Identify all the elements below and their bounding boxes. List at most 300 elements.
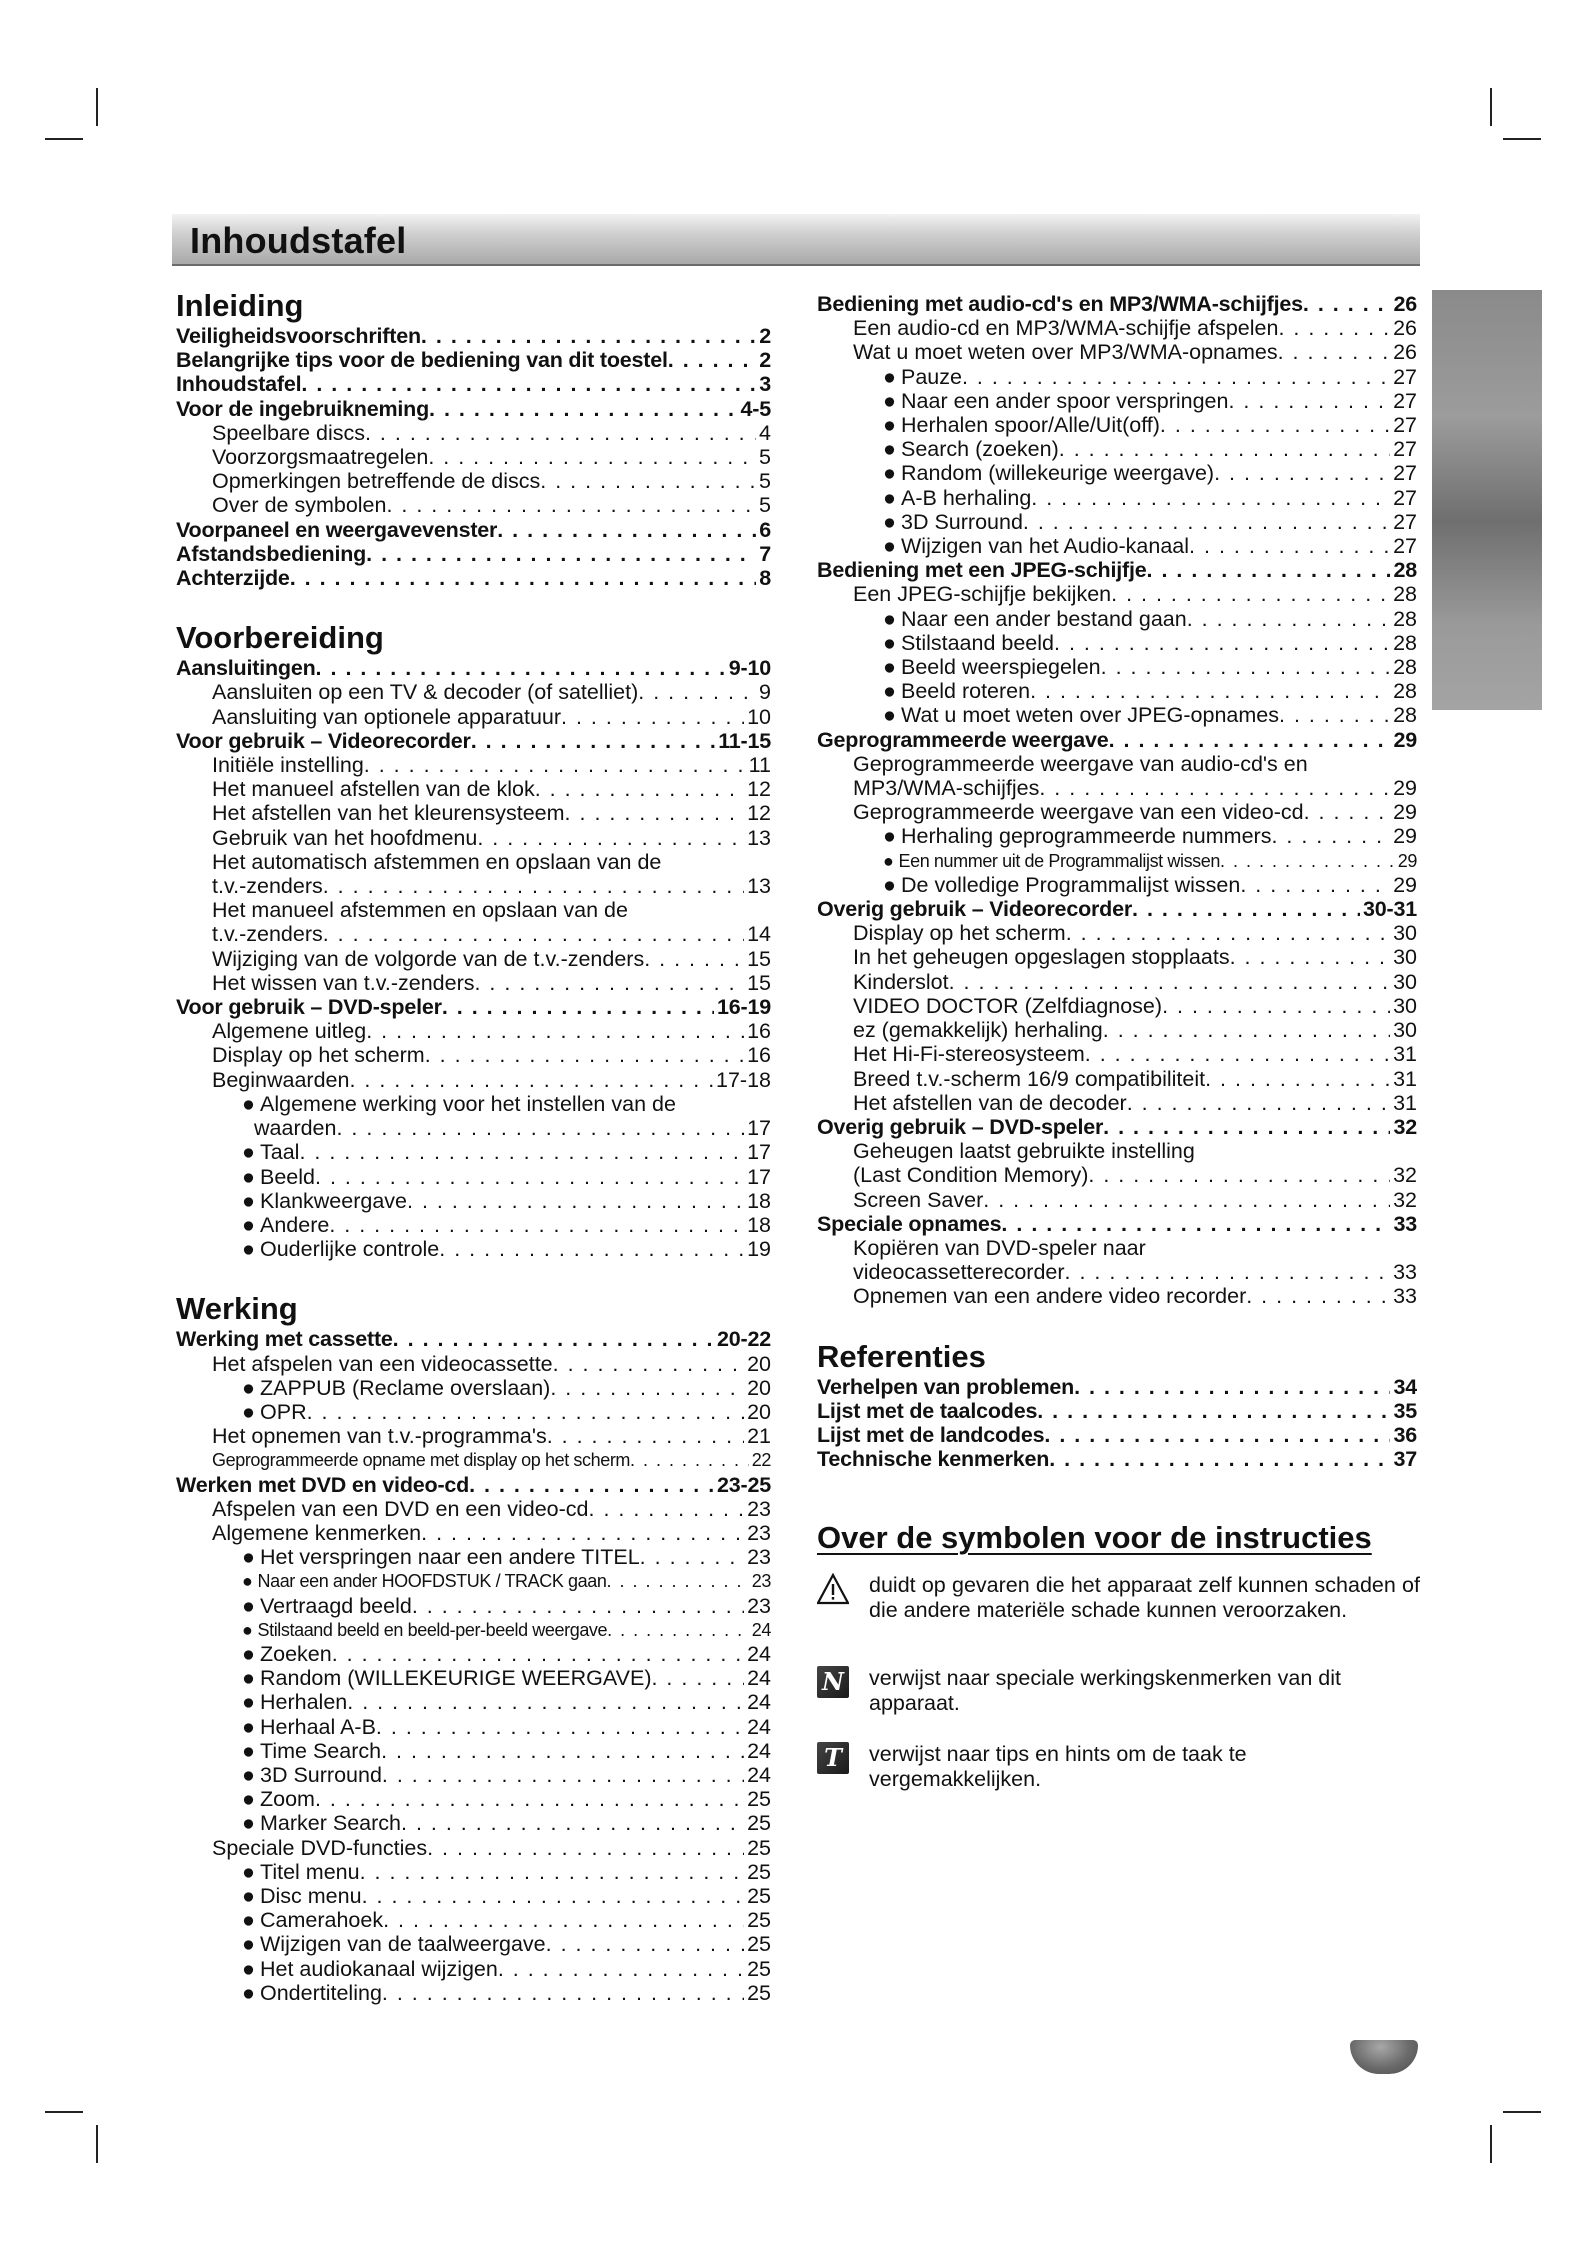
- toc-entry-label: Inhoudstafel: [176, 372, 302, 397]
- dot-leader: [439, 1237, 744, 1261]
- dot-leader: [469, 1473, 714, 1497]
- toc-entry: [176, 1019, 771, 1043]
- dot-leader: [638, 680, 756, 704]
- toc-entry-label: Lijst met de landcodes: [817, 1422, 1045, 1447]
- toc-entry-label: Beeld roteren: [901, 679, 1031, 704]
- toc-entry-label: Voorzorgsmaatregelen: [212, 445, 429, 470]
- toc-page-number: 28: [1393, 655, 1417, 680]
- dot-leader: [1147, 558, 1391, 582]
- toc-entry-label: t.v.-zenders: [212, 874, 323, 899]
- toc-entry-text: [260, 1690, 347, 1714]
- toc-page-number: 23: [747, 1545, 771, 1570]
- dot-leader: [360, 1860, 745, 1884]
- toc-entry: [176, 777, 771, 801]
- toc-entry-text: [260, 1666, 651, 1690]
- toc-section-entry: [176, 566, 771, 590]
- toc-entry-label: Afspelen van een DVD en een video-cd: [212, 1496, 589, 1521]
- dot-leader: [301, 372, 756, 396]
- toc-page-number: 5: [759, 445, 771, 470]
- toc-entry: [176, 1376, 771, 1400]
- toc-entry-text: [901, 534, 1189, 558]
- toc-page-number: 27: [1393, 413, 1417, 438]
- toc-entry-label: Andere: [260, 1212, 330, 1237]
- dot-leader: [1111, 582, 1390, 606]
- toc-page-number: 12: [747, 801, 771, 826]
- toc-page-number: 7: [759, 541, 771, 566]
- bullet-icon: ●: [242, 1140, 255, 1165]
- dot-leader: [401, 1811, 744, 1835]
- toc-entry: [176, 1957, 771, 1981]
- dot-leader: [307, 1400, 744, 1424]
- toc-entry-label: Werken met DVD en video-cd: [176, 1472, 470, 1497]
- toc-entry-label: Over de symbolen: [212, 493, 387, 518]
- toc-entry-text: [212, 1424, 547, 1448]
- bullet-icon: ●: [242, 1738, 255, 1763]
- toc-entry-text: [212, 1448, 630, 1472]
- toc-entry: [817, 849, 1417, 873]
- dot-leader: [1109, 728, 1391, 752]
- toc-entry-label: Voor de ingebruikneming: [176, 396, 430, 421]
- dot-leader: [1103, 1115, 1390, 1139]
- toc-page-number: 27: [1393, 364, 1417, 389]
- toc-page-number: 13: [747, 874, 771, 899]
- dot-leader: [546, 1932, 744, 1956]
- dot-leader: [607, 1618, 749, 1642]
- symbol-desc: verwijst naar speciale werkingskenmerken van dit apparaat.: [869, 1666, 1342, 1715]
- dot-leader: [315, 1787, 744, 1811]
- toc-entry-text: [853, 1018, 1103, 1042]
- dot-leader: [1031, 486, 1390, 510]
- dot-leader: [1220, 849, 1395, 873]
- dot-leader: [316, 656, 726, 680]
- toc-page-number: 16: [747, 1043, 771, 1068]
- toc-entry-text: [212, 705, 561, 729]
- bullet-icon: ●: [883, 509, 896, 534]
- symbol-desc: duidt op gevaren die het apparaat zelf kunnen schaden of die andere materiële schade kunnen veroorzaken.: [869, 1573, 1420, 1622]
- toc-entry-text: [853, 340, 1278, 364]
- toc-page-number: 14: [747, 922, 771, 947]
- toc-entry: [817, 921, 1417, 945]
- toc-entry-label: Afstandsbediening: [176, 541, 367, 566]
- toc-entry: [176, 1569, 771, 1593]
- bullet-icon: ●: [883, 461, 896, 486]
- toc-entry: [176, 1140, 771, 1164]
- toc-entry-text: [853, 582, 1111, 606]
- toc-entry: [176, 971, 771, 995]
- toc-page-number: 5: [759, 493, 771, 518]
- bullet-icon: ●: [242, 1641, 255, 1666]
- dot-leader: [1187, 607, 1390, 631]
- dot-leader: [1160, 413, 1390, 437]
- dot-leader: [553, 1352, 744, 1376]
- dot-leader: [962, 365, 1390, 389]
- toc-page-number: 25: [747, 1908, 771, 1933]
- toc-entry: [176, 1981, 771, 2005]
- dot-leader: [1039, 776, 1390, 800]
- toc-entry: [176, 1715, 771, 1739]
- toc-entry-label: Een JPEG-schijfje bekijken: [853, 582, 1112, 607]
- toc-page-number: 28: [1393, 703, 1417, 728]
- dot-leader: [983, 1188, 1390, 1212]
- toc-entry-continued: Geheugen laatst gebruikte instelling: [853, 1139, 1195, 1164]
- toc-entry-text: [212, 922, 323, 946]
- dot-leader: [1088, 1163, 1390, 1187]
- toc-entry-label: Screen Saver: [853, 1187, 984, 1212]
- symbol-item-warning: [817, 1573, 1420, 1622]
- dot-leader: [383, 1908, 744, 1932]
- toc-entry-text: [212, 1521, 421, 1545]
- toc-page-number: 18: [747, 1188, 771, 1213]
- toc-entry-label: Marker Search: [260, 1811, 401, 1836]
- toc-entry-label: waarden: [254, 1116, 337, 1141]
- toc-page-number: 25: [747, 1956, 771, 1981]
- dot-leader: [412, 1594, 744, 1618]
- toc-entry-label: Werking met cassette: [176, 1327, 393, 1352]
- dot-leader: [1279, 703, 1390, 727]
- toc-entry: [817, 340, 1417, 364]
- dot-leader: [336, 1116, 744, 1140]
- toc-page-number: 29: [1393, 824, 1417, 849]
- toc-entry-text: [176, 372, 301, 396]
- toc-page-number: 27: [1393, 485, 1417, 510]
- toc-entry: [176, 445, 771, 469]
- dot-leader: [323, 922, 744, 946]
- toc-entry-text: [260, 1739, 381, 1763]
- toc-page-number: 32: [1393, 1114, 1417, 1139]
- bullet-icon: ●: [883, 485, 896, 510]
- dot-leader: [1059, 437, 1390, 461]
- bullet-icon: ●: [242, 1399, 255, 1424]
- dot-leader: [477, 826, 744, 850]
- toc-entry: [176, 1811, 771, 1835]
- toc-entry-text: [853, 776, 1039, 800]
- toc-entry: [817, 582, 1417, 606]
- toc-page-number: 23: [751, 1571, 771, 1592]
- dot-leader: [386, 493, 756, 517]
- dot-leader: [589, 1497, 745, 1521]
- toc-entry: [176, 1068, 771, 1092]
- toc-entry: [176, 1836, 771, 1860]
- symbol-item-note: [817, 1666, 1420, 1715]
- dot-leader: [1304, 800, 1391, 824]
- warning-triangle-icon: [817, 1573, 849, 1605]
- toc-entry-text: [176, 729, 471, 753]
- dot-leader: [471, 729, 715, 753]
- toc-entry-text: [853, 921, 1066, 945]
- toc-entry-text: [260, 1165, 315, 1189]
- dot-leader: [349, 1068, 713, 1092]
- toc-page-number: 8: [759, 566, 771, 591]
- page-title: Inhoudstafel: [190, 220, 407, 261]
- toc-entry-label: Technische kenmerken: [817, 1447, 1050, 1472]
- toc-entry-label: Het opnemen van t.v.-programma's: [212, 1424, 547, 1449]
- toc-entry-label: OPR: [260, 1399, 307, 1424]
- toc-entry-text: Algemene werking voor het instellen van de: [260, 1091, 676, 1116]
- toc-entry: [817, 1260, 1417, 1284]
- toc-page-number: 28: [1393, 558, 1417, 583]
- toc-entry-label: Gebruik van het hoofdmenu: [212, 825, 478, 850]
- toc-page-number: 33: [1393, 1211, 1417, 1236]
- toc-entry-label: Speciale opnames: [817, 1211, 1002, 1236]
- toc-entry-label: Ouderlijke controle: [260, 1237, 440, 1262]
- toc-page-number: 20: [747, 1399, 771, 1424]
- symbols-heading: Over de symbolen voor de instructies: [817, 1520, 1372, 1555]
- dot-leader: [668, 348, 756, 372]
- toc-entry-text: [817, 1212, 1001, 1236]
- toc-page-number: 20: [747, 1375, 771, 1400]
- toc-entry: [817, 873, 1417, 897]
- toc-page-number: 27: [1393, 461, 1417, 486]
- toc-entry-text: [901, 607, 1187, 631]
- toc-page-number: 21: [747, 1424, 771, 1449]
- section-heading: Inleiding: [176, 288, 304, 323]
- toc-page-number: 28: [1393, 679, 1417, 704]
- page-number-tab: [1350, 2040, 1418, 2074]
- toc-page-number: 11-15: [718, 728, 771, 753]
- toc-page-number: 37: [1393, 1447, 1417, 1472]
- dot-leader: [1189, 534, 1390, 558]
- toc-page-number: 24: [747, 1641, 771, 1666]
- toc-entry-text: [212, 826, 477, 850]
- toc-entry-text: [817, 292, 1303, 316]
- toc-entry-label: MP3/WMA-schijfjes: [853, 776, 1040, 801]
- toc-page-number: 19: [747, 1237, 771, 1262]
- dot-leader: [1037, 1399, 1390, 1423]
- toc-entry-text: [260, 1140, 299, 1164]
- toc-entry-text: [212, 421, 365, 445]
- toc-page-number: 18: [747, 1212, 771, 1237]
- dot-leader: [547, 1424, 744, 1448]
- toc-page-number: 9-10: [728, 656, 771, 681]
- toc-entry-label: Wat u moet weten over MP3/WMA-opnames: [853, 340, 1278, 365]
- toc-page-number: 28: [1393, 630, 1417, 655]
- bullet-icon: ●: [242, 1690, 255, 1715]
- toc-page-number: 31: [1393, 1066, 1417, 1091]
- toc-entry-text: [901, 461, 1214, 485]
- toc-entry: [817, 1188, 1417, 1212]
- toc-entry-label: videocassetterecorder: [853, 1260, 1065, 1285]
- dot-leader: [429, 397, 737, 421]
- toc-section-entry: [176, 729, 771, 753]
- section-heading: Referenties: [817, 1338, 986, 1374]
- toc-entry-label: Bediening met audio-cd's en MP3/WMA-schijfjes: [817, 292, 1303, 316]
- dot-leader: [497, 518, 756, 542]
- toc-entry-text: [176, 348, 668, 372]
- dot-leader: [1240, 873, 1390, 897]
- toc-entry-label: Naar een ander spoor verspringen: [901, 388, 1229, 413]
- crop-mark: [1503, 138, 1541, 140]
- toc-entry: [176, 680, 771, 704]
- toc-page-number: 24: [751, 1619, 771, 1640]
- toc-page-number: 12: [747, 777, 771, 802]
- toc-entry: [817, 486, 1417, 510]
- toc-entry-label: Beginwaarden: [212, 1067, 350, 1092]
- toc-entry-label: Display op het scherm: [212, 1043, 425, 1068]
- bullet-icon: ●: [242, 1883, 255, 1908]
- toc-entry: [176, 1165, 771, 1189]
- toc-page-number: 33: [1393, 1260, 1417, 1285]
- toc-section-entry: [176, 348, 771, 372]
- toc-entry-text: [853, 994, 1162, 1018]
- toc-section-entry: [176, 656, 771, 680]
- dot-leader: [421, 1521, 744, 1545]
- toc-page-number: 20: [747, 1351, 771, 1376]
- toc-entry-text: [212, 1497, 589, 1521]
- toc-entry-text: [212, 947, 644, 971]
- dot-leader: [362, 1884, 745, 1908]
- toc-entry: [176, 421, 771, 445]
- toc-entry-text: [176, 518, 497, 542]
- dot-leader: [565, 801, 745, 825]
- crop-mark: [45, 2111, 83, 2113]
- toc-entry: [176, 1116, 771, 1140]
- toc-entry-text: [212, 1019, 366, 1043]
- toc-page-number: 17: [747, 1116, 771, 1141]
- toc-entry-text: [817, 558, 1147, 582]
- dot-leader: [498, 1957, 744, 1981]
- dot-leader: [382, 1981, 744, 2005]
- toc-page-number: 10: [747, 704, 771, 729]
- toc-entry-label: Beeld weerspiegelen: [901, 655, 1101, 680]
- toc-entry-text: [212, 1043, 425, 1067]
- toc-entry-text: [260, 1715, 376, 1739]
- toc-entry-text: [212, 1836, 427, 1860]
- toc-page-number: 26: [1393, 316, 1417, 341]
- toc-entry-label: Geprogrammeerde weergave van een video-cd: [853, 800, 1304, 825]
- toc-entry-label: Herhaling geprogrammeerde nummers: [901, 824, 1272, 849]
- bullet-icon: ●: [242, 1375, 255, 1400]
- toc-page-number: 30: [1393, 921, 1417, 946]
- section-heading: Voorbereiding: [176, 620, 384, 656]
- toc-page-number: 13: [747, 825, 771, 850]
- toc-entry-text: [260, 1189, 407, 1213]
- toc-entry: [176, 1690, 771, 1714]
- toc-entry-text: [853, 1260, 1065, 1284]
- toc-page-number: 24: [747, 1762, 771, 1787]
- toc-entry: [817, 1091, 1417, 1115]
- toc-entry: [817, 655, 1417, 679]
- bullet-icon: ●: [883, 850, 894, 871]
- bullet-icon: ●: [242, 1859, 255, 1884]
- bullet-icon: ●: [242, 1619, 253, 1640]
- toc-entry-label: Naar een ander bestand gaan: [901, 606, 1187, 631]
- toc-entry-label: Opnemen van een andere video recorder: [853, 1284, 1247, 1309]
- bullet-icon: ●: [883, 606, 896, 631]
- dot-leader: [366, 1019, 744, 1043]
- bullet-icon: ●: [242, 1762, 255, 1787]
- toc-page-number: 27: [1393, 509, 1417, 534]
- crop-mark: [1503, 2111, 1541, 2113]
- dot-leader: [376, 1715, 744, 1739]
- toc-entry: [176, 1594, 771, 1618]
- toc-entry: [176, 1521, 771, 1545]
- toc-entry-text: [176, 542, 366, 566]
- toc-entry-label: Vertraagd beeld: [260, 1593, 412, 1618]
- dot-leader: [299, 1140, 744, 1164]
- dot-leader: [1066, 921, 1390, 945]
- dot-leader: [1246, 1284, 1390, 1308]
- toc-page-number: 22: [751, 1450, 771, 1471]
- dot-leader: [1132, 897, 1360, 921]
- toc-entry-text: [853, 800, 1304, 824]
- toc-entry-text: [901, 679, 1030, 703]
- toc-page-number: 24: [747, 1666, 771, 1691]
- toc-page-number: 24: [747, 1690, 771, 1715]
- toc-entry-label: Aansluitingen: [176, 656, 316, 681]
- toc-entry: [176, 1908, 771, 1932]
- toc-entry: [817, 631, 1417, 655]
- toc-entry: [817, 1018, 1417, 1042]
- dot-leader: [428, 445, 756, 469]
- bullet-icon: ●: [883, 413, 896, 438]
- bullet-icon: ●: [242, 1593, 255, 1618]
- toc-entry-label: Achterzijde: [176, 566, 290, 591]
- toc-entry-text: [901, 631, 1054, 655]
- tip-t-glyph: T: [824, 1742, 842, 1772]
- toc-entry-label: Display op het scherm: [853, 921, 1066, 946]
- toc-entry-text: [901, 873, 1240, 897]
- toc-page-number: 23: [747, 1496, 771, 1521]
- toc-entry: [176, 1043, 771, 1067]
- toc-entry: [176, 826, 771, 850]
- dot-leader: [1271, 824, 1390, 848]
- toc-entry-text: [853, 316, 1278, 340]
- toc-entry-label: Kinderslot: [853, 969, 949, 994]
- dot-leader: [949, 970, 1390, 994]
- toc-entry-continued: Het manueel afstemmen en opslaan van de: [212, 898, 628, 923]
- toc-entry-label: Klankweergave: [260, 1188, 408, 1213]
- bullet-icon: ●: [242, 1908, 255, 1933]
- toc-entry-text: [853, 1163, 1088, 1187]
- toc-entry-text: [853, 945, 1230, 969]
- toc-entry-text: [257, 1569, 606, 1593]
- toc-entry-text: [901, 486, 1031, 510]
- toc-entry-label: Voor gebruik – DVD-speler: [176, 995, 442, 1020]
- toc-entry-text: [260, 1908, 383, 1932]
- toc-entry-label: Voorpaneel en weergavevenster: [176, 517, 498, 542]
- toc-entry-label: Naar een ander HOOFDSTUK / TRACK gaan: [257, 1571, 607, 1592]
- dot-leader: [1101, 655, 1390, 679]
- dot-leader: [1127, 1091, 1390, 1115]
- toc-page-number: 27: [1393, 437, 1417, 462]
- toc-entry: [176, 1860, 771, 1884]
- dot-leader: [1278, 316, 1390, 340]
- dot-leader: [474, 971, 744, 995]
- toc-entry-text: [853, 1042, 1085, 1066]
- toc-page-number: 32: [1393, 1163, 1417, 1188]
- crop-mark: [96, 2125, 98, 2163]
- dot-leader: [364, 753, 746, 777]
- toc-entry: [817, 1163, 1417, 1187]
- toc-entry: [176, 1213, 771, 1237]
- toc-entry: [176, 1739, 771, 1763]
- crop-mark: [96, 88, 98, 126]
- toc-entry: [176, 922, 771, 946]
- toc-entry-label: Wat u moet weten over JPEG-opnames: [901, 703, 1280, 728]
- toc-page-number: 5: [759, 469, 771, 494]
- dot-leader: [1303, 292, 1391, 316]
- note-n-icon: [817, 1666, 849, 1698]
- toc-entry: [176, 947, 771, 971]
- dot-leader: [550, 1376, 744, 1400]
- dot-leader: [1074, 1375, 1390, 1399]
- toc-page-number: 4: [759, 420, 771, 445]
- toc-entry: [176, 1763, 771, 1787]
- toc-entry: [817, 1067, 1417, 1091]
- toc-entry-continued: Het automatisch afstemmen en opslaan van de: [212, 849, 662, 874]
- toc-page-number: 35: [1393, 1398, 1417, 1423]
- toc-entry-label: Aansluiten op een TV & decoder (of satelliet): [212, 680, 639, 705]
